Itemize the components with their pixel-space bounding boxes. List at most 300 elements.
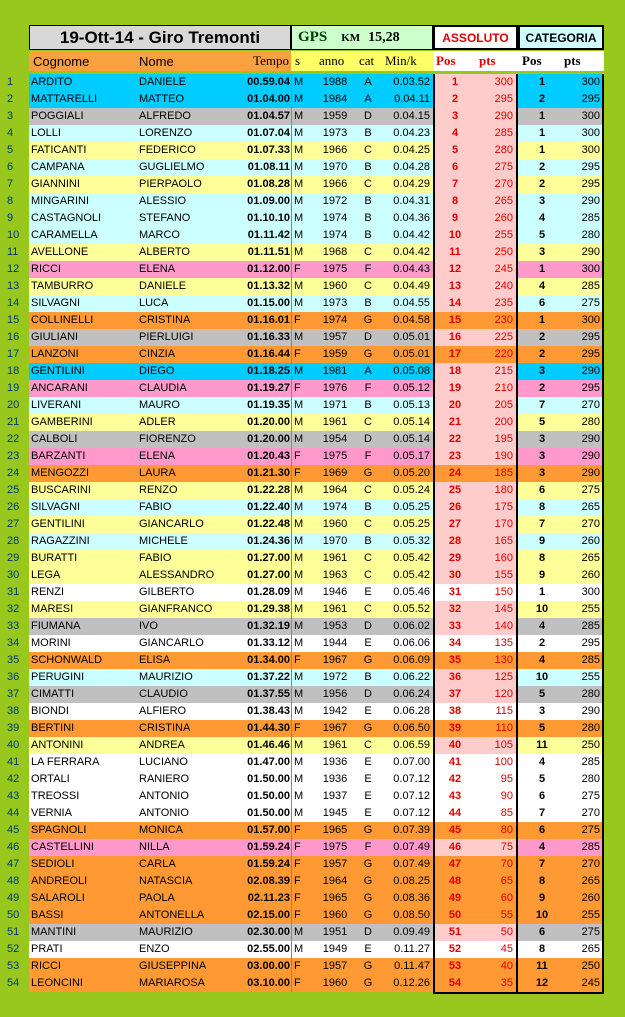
cell-sesso: M (291, 414, 315, 431)
cell-pts: 205 (475, 397, 518, 414)
cell-cognome: MARESI (31, 603, 74, 615)
cell-pos: 34 (433, 635, 475, 652)
cell-pts: 70 (475, 856, 518, 873)
cell-cognome: MORINI (31, 637, 71, 649)
cell-pts: 225 (475, 329, 518, 346)
cell-cat-pos: 10 (535, 909, 549, 921)
row-number: 6 (7, 161, 14, 173)
cell-cat-pos: 10 (535, 671, 549, 683)
cell-pos: 45 (433, 822, 475, 839)
cell-nome: CINZIA (139, 348, 176, 360)
cell-cognome: GENTILINI (31, 518, 85, 530)
cell-nome: ENZO (139, 943, 170, 955)
cell-sesso: M (291, 142, 315, 159)
column-header-assoluto-group (433, 51, 518, 71)
cell-anno: 1957 (322, 331, 348, 343)
table-row (5, 618, 604, 635)
cell-min-k: 0.06.02 (393, 620, 430, 632)
cell-cognome: SEDIOLI (31, 858, 75, 870)
cell-pos: 11 (433, 244, 475, 261)
cell-pts: 130 (475, 652, 518, 669)
cell-categoria: B (364, 501, 372, 513)
cell-min-k: 0.04.49 (393, 280, 430, 292)
cell-categoria: C (364, 484, 372, 496)
cell-pos: 23 (433, 448, 475, 465)
cell-sesso: M (291, 788, 315, 805)
cell-sesso: M (291, 295, 315, 312)
table-row (5, 159, 604, 176)
cell-min-k: 0.08.36 (393, 892, 430, 904)
table-row (5, 890, 604, 907)
cell-categoria: E (364, 705, 372, 717)
cell-sesso: M (291, 771, 315, 788)
cell-pts: 120 (475, 686, 518, 703)
cell-nome: ALBERTO (139, 246, 190, 258)
cell-pos: 42 (433, 771, 475, 788)
cell-cat-pos: 7 (538, 518, 546, 530)
cell-cognome: CAMPANA (31, 161, 85, 173)
cell-pos: 49 (433, 890, 475, 907)
cell-pos: 24 (433, 465, 475, 482)
cell-nome: NATASCIA (139, 875, 193, 887)
cell-cat-pts: 275 (566, 788, 604, 805)
cell-sesso: M (291, 329, 315, 346)
cell-pts: 165 (475, 533, 518, 550)
cell-min-k: 0.07.12 (393, 790, 430, 802)
cell-categoria: B (364, 195, 372, 207)
cell-pos: 4 (433, 125, 475, 142)
cell-anno: 1951 (322, 926, 348, 938)
cell-cognome: BUSCARINI (31, 484, 91, 496)
cell-nome: ALFIERO (139, 705, 187, 717)
cell-nome: FABIO (139, 501, 172, 513)
cell-cognome: BERTINI (31, 722, 75, 734)
cell-min-k: 0.04.55 (393, 297, 430, 309)
table-row (5, 210, 604, 227)
cell-cognome: LOLLI (31, 127, 61, 139)
cell-sesso: M (291, 210, 315, 227)
cell-cat-pts: 290 (566, 431, 604, 448)
cell-min-k: 0.09.49 (393, 926, 430, 938)
table-row (5, 873, 604, 890)
cell-cat-pts: 290 (566, 244, 604, 261)
cell-cognome: GIANNINI (31, 178, 80, 190)
cell-cognome: LEGA (31, 569, 61, 581)
cell-nome: FEDERICO (139, 144, 196, 156)
row-number: 52 (7, 943, 20, 955)
cell-cat-pos: 8 (538, 875, 546, 887)
cell-pos: 2 (433, 91, 475, 108)
cell-pts: 190 (475, 448, 518, 465)
cell-tempo: 01.20.00 (247, 433, 290, 445)
cell-cat-pos: 5 (538, 416, 546, 428)
cell-cognome: ANTONINI (31, 739, 84, 751)
cell-sesso: F (291, 822, 315, 839)
table-row (5, 465, 604, 482)
cell-cat-pts: 285 (566, 210, 604, 227)
cell-nome: ELISA (139, 654, 171, 666)
cell-anno: 1956 (322, 688, 348, 700)
cell-cat-pts: 250 (566, 737, 604, 754)
cell-cat-pos: 4 (538, 654, 546, 666)
cell-min-k: 0.04.42 (393, 229, 430, 241)
cell-cat-pts: 285 (566, 652, 604, 669)
cell-cat-pts: 265 (566, 941, 604, 958)
cell-cat-pos: 2 (538, 637, 546, 649)
cell-nome: GILBERTO (139, 586, 195, 598)
cell-categoria: G (363, 977, 373, 989)
cell-cat-pts: 300 (566, 142, 604, 159)
table-row (5, 108, 604, 125)
cell-pos: 47 (433, 856, 475, 873)
cell-min-k: 0.05.17 (393, 450, 430, 462)
cell-categoria: G (363, 892, 373, 904)
cell-pos: 20 (433, 397, 475, 414)
cell-sesso: M (291, 244, 315, 261)
row-number: 24 (7, 467, 20, 479)
race-title: 19-Ott-14 - Giro Tremonti (29, 25, 291, 50)
cell-cognome: ANDREOLI (31, 875, 88, 887)
cell-min-k: 0.07.49 (393, 858, 430, 870)
cell-pos: 46 (433, 839, 475, 856)
cell-anno: 1953 (322, 620, 348, 632)
cell-cat-pts: 300 (566, 584, 604, 601)
cell-sesso: M (291, 108, 315, 125)
cell-min-k: 0.05.42 (393, 552, 430, 564)
cell-tempo: 01.47.00 (247, 756, 290, 768)
cell-cat-pts: 295 (566, 329, 604, 346)
cell-categoria: E (364, 773, 372, 785)
cell-sesso: F (291, 907, 315, 924)
cell-cat-pos: 6 (538, 297, 546, 309)
cell-min-k: 0.05.20 (393, 467, 430, 479)
table-row (5, 907, 604, 924)
cell-sesso: M (291, 431, 315, 448)
cell-cat-pts: 285 (566, 839, 604, 856)
row-number: 38 (7, 705, 20, 717)
cell-min-k: 0.05.14 (393, 416, 430, 428)
row-number: 33 (7, 620, 20, 632)
cell-cognome: ARDITO (31, 76, 73, 88)
cell-min-k: 0.04.25 (393, 144, 430, 156)
cell-sesso: M (291, 941, 315, 958)
cell-tempo: 03.10.00 (247, 977, 290, 989)
cell-cat-pts: 290 (566, 465, 604, 482)
cell-pts: 210 (475, 380, 518, 397)
table-row (5, 278, 604, 295)
cell-pts: 200 (475, 414, 518, 431)
cell-anno: 1981 (322, 365, 348, 377)
cell-cat-pos: 3 (538, 467, 546, 479)
cell-cat-pos: 2 (538, 348, 546, 360)
cell-tempo: 02.30.00 (247, 926, 290, 938)
cell-categoria: B (364, 212, 372, 224)
cell-sesso: F (291, 856, 315, 873)
row-number: 49 (7, 892, 20, 904)
cell-nome: FABIO (139, 552, 172, 564)
km-label: KM (341, 31, 361, 44)
cell-min-k: 0.07.12 (393, 773, 430, 785)
cell-cognome: RICCI (31, 263, 61, 275)
cell-pos: 44 (433, 805, 475, 822)
cell-nome: ANTONIO (139, 790, 189, 802)
cell-pos: 37 (433, 686, 475, 703)
cell-cat-pos: 7 (538, 399, 546, 411)
cell-tempo: 01.38.43 (247, 705, 290, 717)
cell-categoria: D (364, 331, 372, 343)
cell-anno: 1961 (322, 416, 348, 428)
cell-cat-pts: 255 (566, 601, 604, 618)
cell-cat-pts: 300 (566, 312, 604, 329)
cell-cat-pos: 3 (538, 705, 546, 717)
cell-pts: 230 (475, 312, 518, 329)
cell-sesso: M (291, 176, 315, 193)
cell-anno: 1965 (322, 892, 348, 904)
row-number: 13 (7, 280, 20, 292)
cell-tempo: 01.19.35 (247, 399, 290, 411)
cell-min-k: 0.07.00 (393, 756, 430, 768)
cell-min-k: 0.04.43 (393, 263, 430, 275)
cell-tempo: 01.50.00 (247, 790, 290, 802)
cell-tempo: 01.04.00 (247, 93, 290, 105)
cell-anno: 1967 (322, 654, 348, 666)
column-header-cat: cat (359, 53, 375, 68)
cell-categoria: A (364, 365, 372, 377)
cell-pts: 180 (475, 482, 518, 499)
cell-categoria: D (364, 926, 372, 938)
cell-anno: 1949 (322, 943, 348, 955)
cell-pts: 275 (475, 159, 518, 176)
cell-tempo: 02.11.23 (247, 892, 290, 904)
cell-nome: GIUSEPPINA (139, 960, 207, 972)
cell-anno: 1974 (322, 212, 348, 224)
cell-pos: 36 (433, 669, 475, 686)
cell-pts: 125 (475, 669, 518, 686)
cell-nome: DANIELE (139, 76, 187, 88)
cell-anno: 1969 (322, 467, 348, 479)
cell-cat-pts: 260 (566, 890, 604, 907)
cell-tempo: 01.10.10 (247, 212, 290, 224)
cell-categoria: G (363, 467, 373, 479)
cell-nome: DIEGO (139, 365, 175, 377)
cell-tempo: 01.33.12 (247, 637, 290, 649)
table-row (5, 380, 604, 397)
cell-sesso: M (291, 618, 315, 635)
cell-tempo: 01.57.00 (247, 824, 290, 836)
cell-pos: 13 (433, 278, 475, 295)
cell-categoria: E (364, 790, 372, 802)
cell-pts: 155 (475, 567, 518, 584)
cell-min-k: 0.06.50 (393, 722, 430, 734)
cell-categoria: D (364, 110, 372, 122)
cell-cognome: AVELLONE (31, 246, 89, 258)
row-number: 53 (7, 960, 20, 972)
cell-cat-pos: 5 (538, 722, 546, 734)
table-row (5, 261, 604, 278)
cell-cognome: LA FERRARA (31, 756, 100, 768)
cell-anno: 1970 (322, 535, 348, 547)
table-row (5, 176, 604, 193)
cell-min-k: 0.07.12 (393, 807, 430, 819)
table-row (5, 193, 604, 210)
cell-cat-pos: 5 (538, 229, 546, 241)
table-row (5, 550, 604, 567)
cell-min-k: 0.04.31 (393, 195, 430, 207)
cell-cat-pos: 3 (538, 246, 546, 258)
cell-cognome: GIULIANI (31, 331, 79, 343)
cell-nome: ANTONELLA (139, 909, 205, 921)
cell-anno: 1954 (322, 433, 348, 445)
table-row (5, 822, 604, 839)
cell-pts: 140 (475, 618, 518, 635)
cell-cat-pos: 2 (538, 161, 546, 173)
cell-min-k: 0.11.47 (394, 960, 430, 972)
cell-cat-pts: 290 (566, 703, 604, 720)
cell-cat-pts: 280 (566, 227, 604, 244)
row-number: 2 (7, 93, 14, 105)
cell-categoria: F (364, 263, 372, 275)
row-number: 46 (7, 841, 20, 853)
cell-sesso: M (291, 703, 315, 720)
cell-anno: 1944 (322, 637, 348, 649)
cell-categoria: B (364, 671, 372, 683)
cell-pts: 55 (475, 907, 518, 924)
cell-min-k: 0.04.36 (393, 212, 430, 224)
cell-cat-pos: 4 (538, 212, 546, 224)
cell-sesso: M (291, 125, 315, 142)
cell-cat-pos: 10 (535, 603, 549, 615)
cell-cat-pts: 285 (566, 278, 604, 295)
table-row (5, 91, 604, 108)
table-row (5, 703, 604, 720)
cell-min-k: 0.04.42 (393, 246, 430, 258)
cell-cat-pos: 9 (538, 892, 546, 904)
cell-tempo: 01.19.27 (247, 382, 290, 394)
cell-pts: 35 (475, 975, 518, 992)
cell-cat-pos: 2 (538, 382, 546, 394)
cell-min-k: 0.07.49 (393, 841, 430, 853)
cell-sesso: F (291, 720, 315, 737)
cell-cognome: SALAROLI (31, 892, 85, 904)
cell-sesso: M (291, 74, 315, 91)
cell-nome: PAOLA (139, 892, 175, 904)
cell-sesso: M (291, 805, 315, 822)
cell-min-k: 0.03.52 (393, 76, 430, 88)
cell-categoria: G (363, 722, 373, 734)
row-number: 27 (7, 518, 20, 530)
cell-pts: 145 (475, 601, 518, 618)
row-number: 25 (7, 484, 20, 496)
cell-anno: 1970 (322, 161, 348, 173)
cell-tempo: 01.07.33 (247, 144, 290, 156)
cell-tempo: 01.16.01 (247, 314, 290, 326)
cell-categoria: B (364, 297, 372, 309)
row-number: 8 (7, 195, 14, 207)
table-row (5, 363, 604, 380)
cell-cat-pos: 11 (536, 960, 548, 972)
categoria-header: CATEGORIA (518, 25, 604, 50)
cell-cat-pts: 255 (566, 907, 604, 924)
cell-pts: 265 (475, 193, 518, 210)
cell-anno: 1966 (322, 144, 348, 156)
cell-tempo: 01.21.30 (247, 467, 290, 479)
cell-categoria: C (364, 552, 372, 564)
cell-anno: 1942 (322, 705, 348, 717)
cell-pos: 16 (433, 329, 475, 346)
table-row (5, 754, 604, 771)
cell-cat-pos: 1 (538, 76, 546, 88)
cell-categoria: E (364, 943, 372, 955)
cell-cat-pts: 290 (566, 193, 604, 210)
cell-nome: PIERLUIGI (139, 331, 194, 343)
cell-sesso: F (291, 261, 315, 278)
cell-cat-pos: 3 (538, 195, 546, 207)
row-number: 29 (7, 552, 20, 564)
cell-cognome: ANCARANI (31, 382, 88, 394)
cell-pts: 40 (475, 958, 518, 975)
cell-tempo: 01.18.25 (247, 365, 290, 377)
cell-nome: MICHELE (139, 535, 188, 547)
cell-categoria: E (364, 756, 372, 768)
cell-min-k: 0.04.58 (393, 314, 430, 326)
cell-sesso: F (291, 873, 315, 890)
cell-cat-pts: 275 (566, 295, 604, 312)
cell-sesso: F (291, 890, 315, 907)
cell-categoria: G (363, 858, 373, 870)
cell-cognome: BASSI (31, 909, 64, 921)
cell-pos: 15 (433, 312, 475, 329)
cell-anno: 1946 (322, 586, 348, 598)
cell-nome: PIERPAOLO (139, 178, 202, 190)
row-number: 40 (7, 739, 20, 751)
cell-cat-pts: 295 (566, 176, 604, 193)
cell-pos: 28 (433, 533, 475, 550)
cell-cat-pts: 290 (566, 448, 604, 465)
cell-nome: ANDREA (139, 739, 185, 751)
cell-cat-pts: 290 (566, 363, 604, 380)
cell-sesso: M (291, 686, 315, 703)
table-row (5, 584, 604, 601)
row-number: 32 (7, 603, 20, 615)
cell-cat-pos: 3 (538, 365, 546, 377)
table-row (5, 295, 604, 312)
cell-cat-pos: 12 (535, 977, 549, 989)
cell-nome: CRISTINA (139, 722, 191, 734)
cell-min-k: 0.05.46 (393, 586, 430, 598)
row-number: 14 (7, 297, 20, 309)
cell-cat-pts: 300 (566, 108, 604, 125)
cell-tempo: 01.20.43 (247, 450, 290, 462)
cell-tempo: 01.59.24 (247, 841, 290, 853)
cell-categoria: F (364, 450, 372, 462)
cell-pts: 135 (475, 635, 518, 652)
cell-categoria: D (364, 433, 372, 445)
cell-tempo: 01.59.24 (247, 858, 290, 870)
cell-sesso: M (291, 584, 315, 601)
cell-cognome: RICCI (31, 960, 61, 972)
row-number: 30 (7, 569, 20, 581)
cell-nome: FIORENZO (139, 433, 196, 445)
cell-cognome: CASTAGNOLI (31, 212, 102, 224)
cell-categoria: G (363, 909, 373, 921)
table-row (5, 601, 604, 618)
cell-min-k: 0.07.39 (393, 824, 430, 836)
cell-categoria: B (364, 161, 372, 173)
cell-tempo: 01.15.00 (247, 297, 290, 309)
cell-sesso: F (291, 448, 315, 465)
cell-cognome: GAMBERINI (31, 416, 93, 428)
cell-tempo: 01.12.00 (247, 263, 290, 275)
